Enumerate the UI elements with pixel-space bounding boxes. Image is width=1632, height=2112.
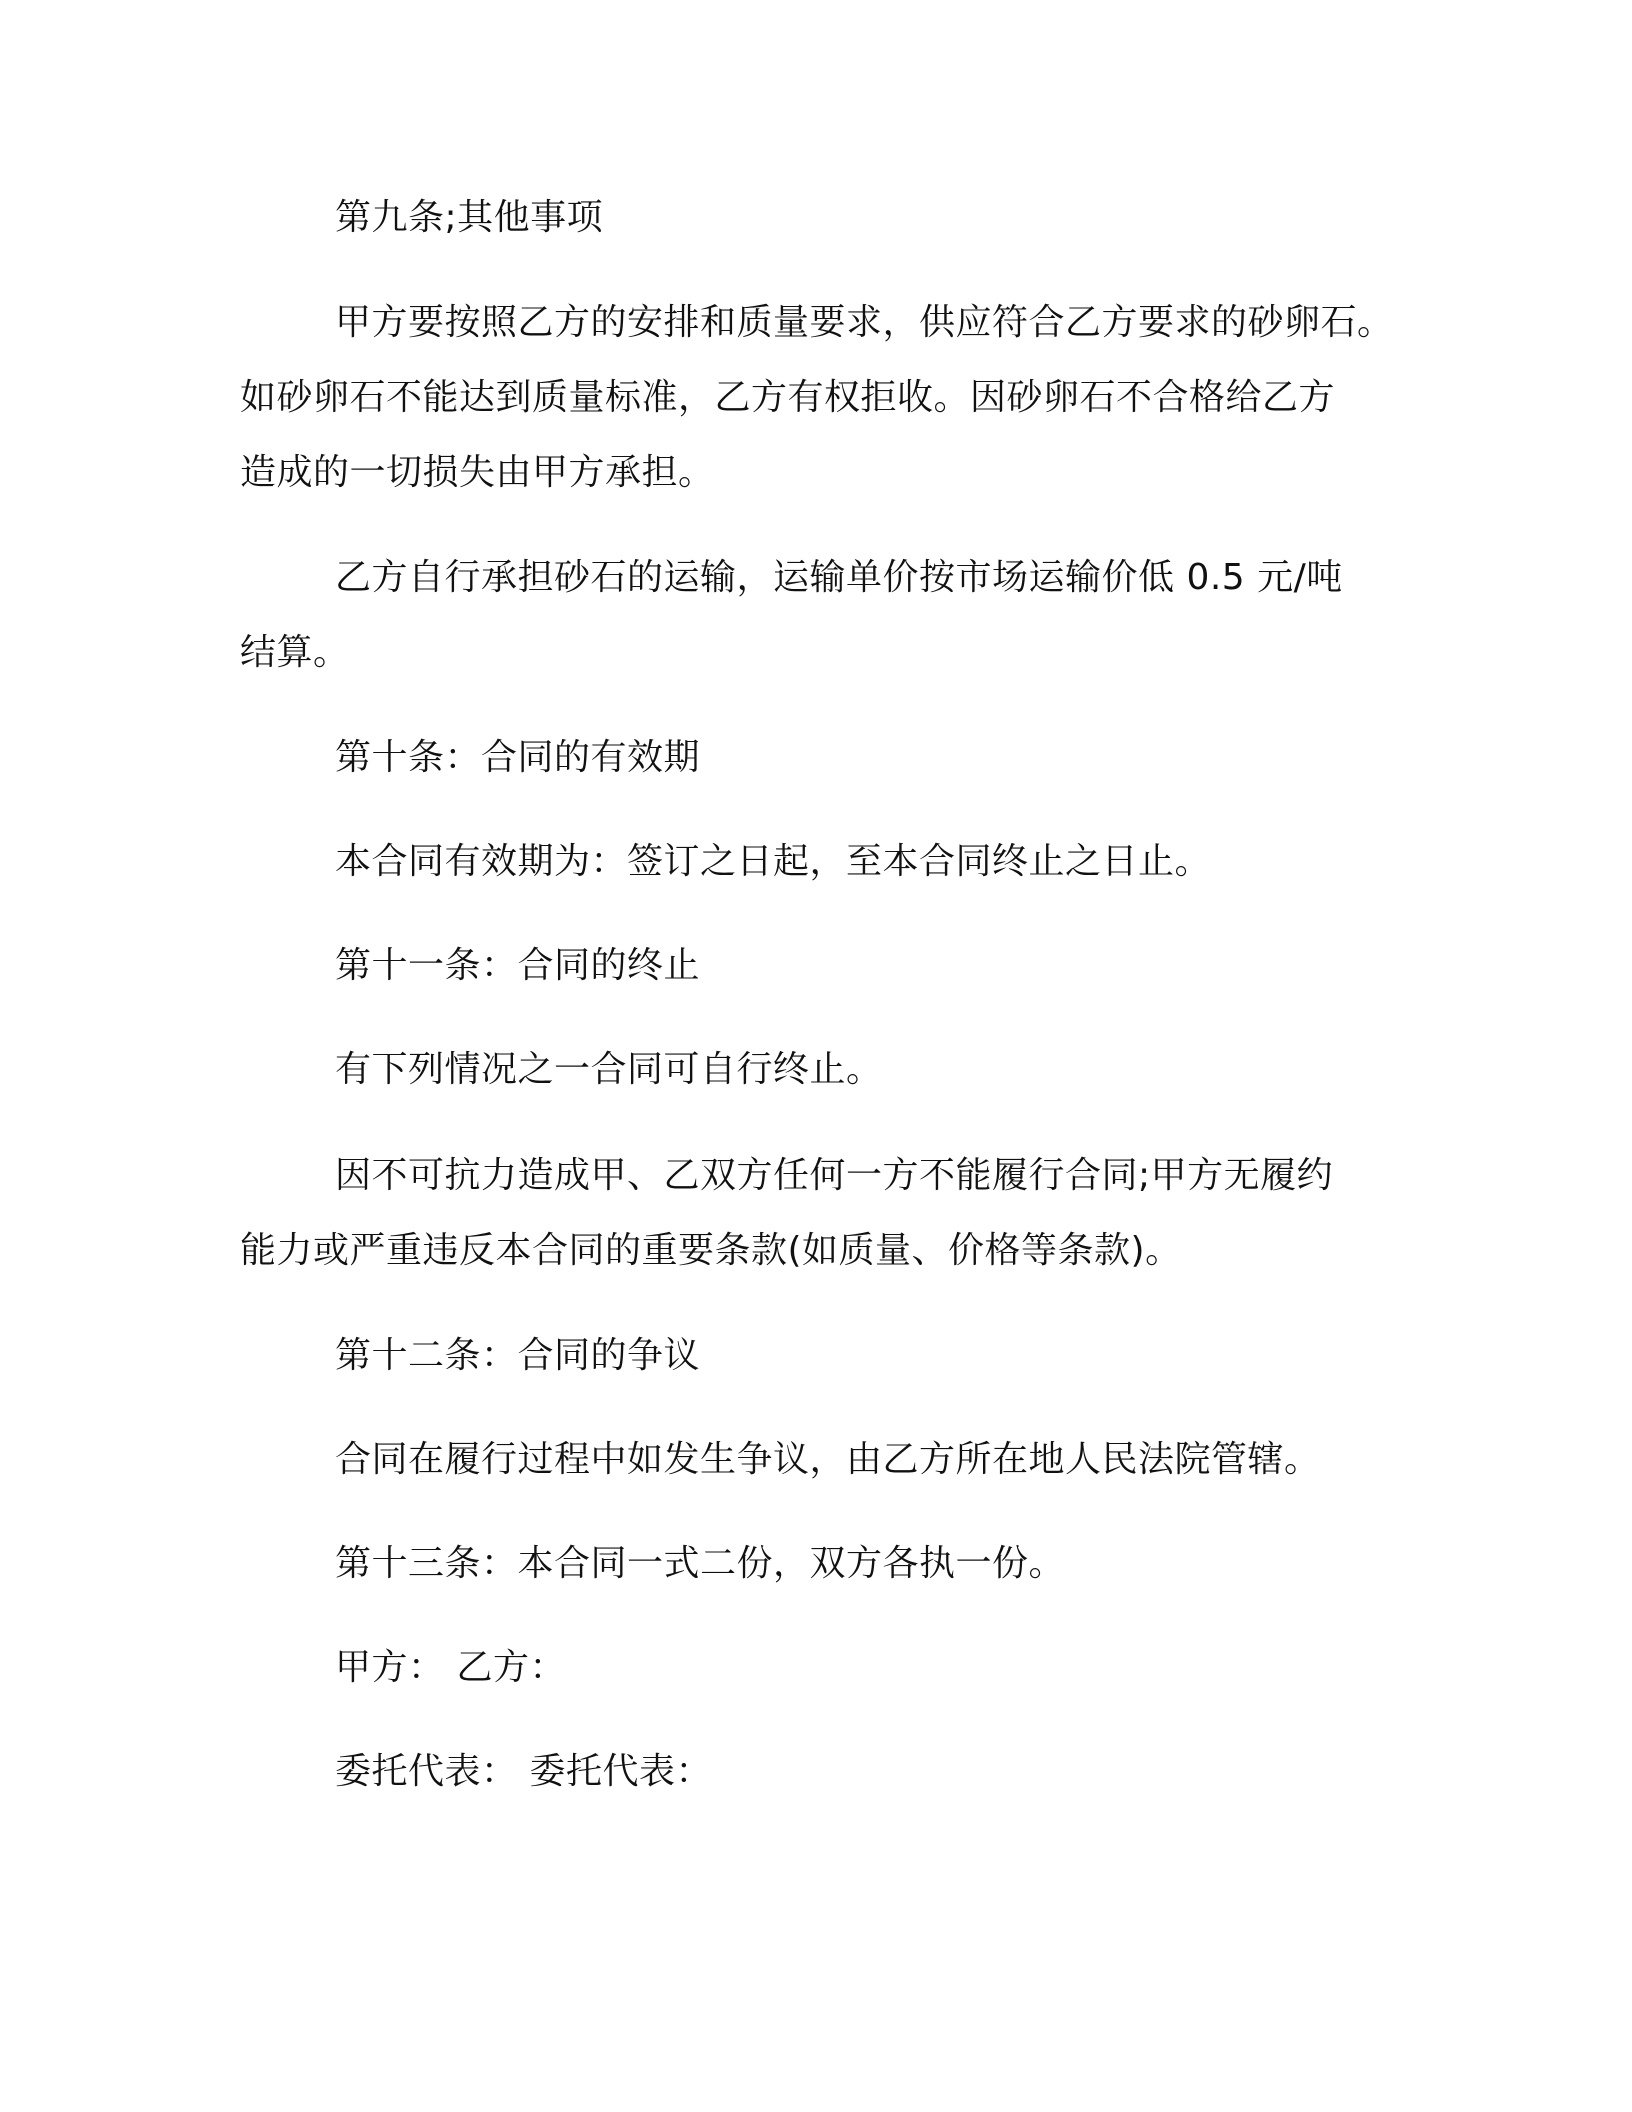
article-11-paragraph-1: 有下列情况之一合同可自行终止。 [335, 1049, 883, 1090]
article-9-paragraph-1-line-1: 甲方要按照乙方的安排和质量要求，供应符合乙方要求的砂卵石。 [335, 302, 1394, 343]
article-11-heading: 第十一条：合同的终止 [335, 945, 701, 986]
article-9-heading: 第九条;其他事项 [335, 197, 604, 238]
article-9-paragraph-2-line-1: 乙方自行承担砂石的运输，运输单价按市场运输价低 0.5 元/吨 [335, 557, 1343, 598]
article-9-paragraph-2-line-2: 结算。 [240, 632, 350, 673]
article-11-paragraph-2-line-2: 能力或严重违反本合同的重要条款(如质量、价格等条款)。 [240, 1230, 1182, 1271]
representative-signature-line: 委托代表： 委托代表： [335, 1751, 712, 1792]
article-12-paragraph: 合同在履行过程中如发生争议，由乙方所在地人民法院管辖。 [335, 1439, 1321, 1480]
article-9-paragraph-1-line-2: 如砂卵石不能达到质量标准，乙方有权拒收。因砂卵石不合格给乙方 [240, 377, 1336, 418]
article-11-paragraph-2-line-1: 因不可抗力造成甲、乙双方任何一方不能履行合同;甲方无履约 [335, 1155, 1334, 1196]
article-10-paragraph: 本合同有效期为：签订之日起，至本合同终止之日止。 [335, 841, 1212, 882]
article-13-heading: 第十三条：本合同一式二份，双方各执一份。 [335, 1543, 1066, 1584]
article-12-heading: 第十二条：合同的争议 [335, 1335, 701, 1376]
article-9-paragraph-1-line-3: 造成的一切损失由甲方承担。 [240, 452, 715, 493]
article-10-heading: 第十条：合同的有效期 [335, 737, 701, 778]
party-signature-line: 甲方： 乙方： [335, 1647, 566, 1688]
